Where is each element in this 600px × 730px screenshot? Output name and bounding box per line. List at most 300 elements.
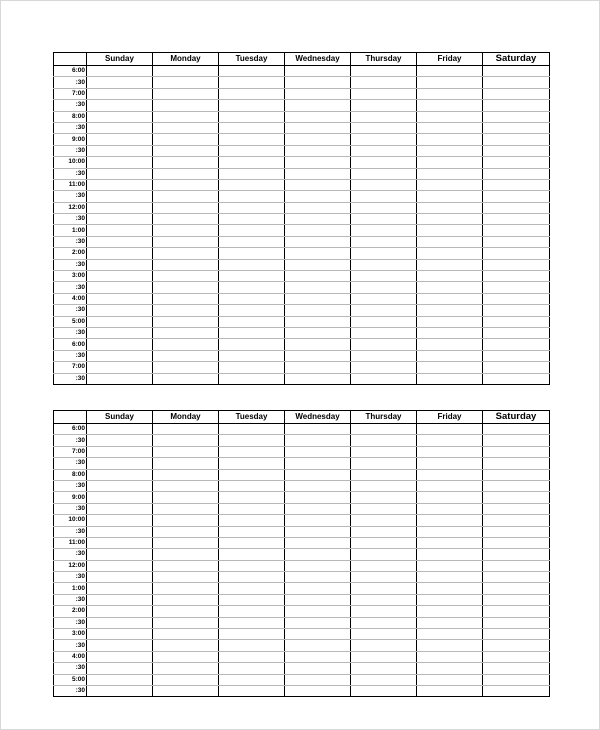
slot-cell-thursday[interactable] [351,606,417,617]
slot-cell-monday[interactable] [153,469,219,480]
slot-cell-wednesday[interactable] [285,77,351,88]
slot-cell-thursday[interactable] [351,191,417,202]
slot-cell-thursday[interactable] [351,248,417,259]
slot-cell-saturday[interactable] [483,435,550,446]
slot-cell-thursday[interactable] [351,674,417,685]
slot-cell-sunday[interactable] [87,214,153,225]
slot-cell-monday[interactable] [153,560,219,571]
slot-cell-thursday[interactable] [351,560,417,571]
slot-cell-monday[interactable] [153,350,219,361]
slot-cell-tuesday[interactable] [219,271,285,282]
slot-cell-sunday[interactable] [87,327,153,338]
slot-cell-wednesday[interactable] [285,537,351,548]
slot-cell-friday[interactable] [417,122,483,133]
slot-cell-friday[interactable] [417,191,483,202]
slot-cell-saturday[interactable] [483,651,550,662]
slot-cell-saturday[interactable] [483,327,550,338]
slot-cell-friday[interactable] [417,111,483,122]
slot-cell-sunday[interactable] [87,549,153,560]
slot-cell-wednesday[interactable] [285,492,351,503]
slot-cell-tuesday[interactable] [219,282,285,293]
slot-cell-wednesday[interactable] [285,373,351,384]
slot-cell-sunday[interactable] [87,362,153,373]
slot-cell-monday[interactable] [153,305,219,316]
slot-cell-sunday[interactable] [87,157,153,168]
slot-cell-sunday[interactable] [87,179,153,190]
slot-cell-wednesday[interactable] [285,293,351,304]
slot-cell-monday[interactable] [153,100,219,111]
slot-cell-monday[interactable] [153,225,219,236]
slot-cell-saturday[interactable] [483,248,550,259]
slot-cell-monday[interactable] [153,122,219,133]
slot-cell-thursday[interactable] [351,350,417,361]
slot-cell-tuesday[interactable] [219,202,285,213]
slot-cell-wednesday[interactable] [285,583,351,594]
slot-cell-saturday[interactable] [483,111,550,122]
slot-cell-sunday[interactable] [87,480,153,491]
slot-cell-wednesday[interactable] [285,168,351,179]
slot-cell-wednesday[interactable] [285,339,351,350]
slot-cell-thursday[interactable] [351,685,417,696]
slot-cell-wednesday[interactable] [285,111,351,122]
slot-cell-friday[interactable] [417,350,483,361]
slot-cell-monday[interactable] [153,362,219,373]
slot-cell-tuesday[interactable] [219,640,285,651]
slot-cell-thursday[interactable] [351,327,417,338]
slot-cell-monday[interactable] [153,111,219,122]
slot-cell-saturday[interactable] [483,350,550,361]
slot-cell-sunday[interactable] [87,640,153,651]
slot-cell-friday[interactable] [417,271,483,282]
slot-cell-wednesday[interactable] [285,248,351,259]
slot-cell-sunday[interactable] [87,685,153,696]
slot-cell-saturday[interactable] [483,560,550,571]
slot-cell-wednesday[interactable] [285,66,351,77]
slot-cell-friday[interactable] [417,651,483,662]
slot-cell-friday[interactable] [417,469,483,480]
slot-cell-sunday[interactable] [87,66,153,77]
slot-cell-sunday[interactable] [87,122,153,133]
slot-cell-sunday[interactable] [87,225,153,236]
slot-cell-monday[interactable] [153,259,219,270]
slot-cell-wednesday[interactable] [285,179,351,190]
slot-cell-thursday[interactable] [351,339,417,350]
slot-cell-saturday[interactable] [483,503,550,514]
slot-cell-saturday[interactable] [483,458,550,469]
slot-cell-monday[interactable] [153,248,219,259]
slot-cell-thursday[interactable] [351,111,417,122]
slot-cell-saturday[interactable] [483,145,550,156]
slot-cell-tuesday[interactable] [219,674,285,685]
slot-cell-thursday[interactable] [351,651,417,662]
slot-cell-tuesday[interactable] [219,469,285,480]
slot-cell-wednesday[interactable] [285,469,351,480]
slot-cell-friday[interactable] [417,685,483,696]
slot-cell-sunday[interactable] [87,111,153,122]
slot-cell-saturday[interactable] [483,122,550,133]
slot-cell-thursday[interactable] [351,469,417,480]
slot-cell-tuesday[interactable] [219,526,285,537]
slot-cell-sunday[interactable] [87,293,153,304]
slot-cell-wednesday[interactable] [285,362,351,373]
slot-cell-tuesday[interactable] [219,191,285,202]
slot-cell-friday[interactable] [417,424,483,435]
slot-cell-wednesday[interactable] [285,549,351,560]
slot-cell-tuesday[interactable] [219,480,285,491]
slot-cell-friday[interactable] [417,492,483,503]
slot-cell-tuesday[interactable] [219,100,285,111]
slot-cell-saturday[interactable] [483,191,550,202]
slot-cell-thursday[interactable] [351,214,417,225]
slot-cell-sunday[interactable] [87,629,153,640]
slot-cell-saturday[interactable] [483,640,550,651]
slot-cell-monday[interactable] [153,515,219,526]
slot-cell-thursday[interactable] [351,100,417,111]
slot-cell-sunday[interactable] [87,674,153,685]
slot-cell-sunday[interactable] [87,492,153,503]
slot-cell-friday[interactable] [417,663,483,674]
slot-cell-monday[interactable] [153,526,219,537]
slot-cell-friday[interactable] [417,458,483,469]
slot-cell-friday[interactable] [417,373,483,384]
slot-cell-tuesday[interactable] [219,179,285,190]
slot-cell-thursday[interactable] [351,583,417,594]
slot-cell-saturday[interactable] [483,88,550,99]
slot-cell-tuesday[interactable] [219,549,285,560]
slot-cell-monday[interactable] [153,674,219,685]
slot-cell-sunday[interactable] [87,191,153,202]
slot-cell-thursday[interactable] [351,236,417,247]
slot-cell-monday[interactable] [153,458,219,469]
slot-cell-wednesday[interactable] [285,350,351,361]
slot-cell-saturday[interactable] [483,373,550,384]
slot-cell-thursday[interactable] [351,179,417,190]
slot-cell-wednesday[interactable] [285,572,351,583]
slot-cell-sunday[interactable] [87,424,153,435]
slot-cell-sunday[interactable] [87,88,153,99]
slot-cell-friday[interactable] [417,77,483,88]
slot-cell-saturday[interactable] [483,549,550,560]
slot-cell-friday[interactable] [417,594,483,605]
slot-cell-friday[interactable] [417,259,483,270]
slot-cell-friday[interactable] [417,480,483,491]
slot-cell-saturday[interactable] [483,617,550,628]
slot-cell-wednesday[interactable] [285,305,351,316]
slot-cell-wednesday[interactable] [285,480,351,491]
slot-cell-thursday[interactable] [351,134,417,145]
slot-cell-tuesday[interactable] [219,248,285,259]
slot-cell-wednesday[interactable] [285,191,351,202]
slot-cell-monday[interactable] [153,651,219,662]
slot-cell-wednesday[interactable] [285,515,351,526]
slot-cell-sunday[interactable] [87,663,153,674]
slot-cell-sunday[interactable] [87,503,153,514]
slot-cell-sunday[interactable] [87,316,153,327]
slot-cell-tuesday[interactable] [219,327,285,338]
slot-cell-monday[interactable] [153,572,219,583]
slot-cell-thursday[interactable] [351,157,417,168]
slot-cell-wednesday[interactable] [285,446,351,457]
slot-cell-sunday[interactable] [87,168,153,179]
slot-cell-wednesday[interactable] [285,651,351,662]
slot-cell-tuesday[interactable] [219,157,285,168]
slot-cell-wednesday[interactable] [285,316,351,327]
slot-cell-sunday[interactable] [87,134,153,145]
slot-cell-friday[interactable] [417,526,483,537]
slot-cell-friday[interactable] [417,305,483,316]
slot-cell-tuesday[interactable] [219,424,285,435]
slot-cell-friday[interactable] [417,66,483,77]
slot-cell-tuesday[interactable] [219,560,285,571]
slot-cell-tuesday[interactable] [219,362,285,373]
slot-cell-tuesday[interactable] [219,77,285,88]
slot-cell-friday[interactable] [417,629,483,640]
slot-cell-wednesday[interactable] [285,100,351,111]
slot-cell-tuesday[interactable] [219,594,285,605]
slot-cell-thursday[interactable] [351,594,417,605]
slot-cell-sunday[interactable] [87,606,153,617]
slot-cell-tuesday[interactable] [219,446,285,457]
slot-cell-friday[interactable] [417,225,483,236]
slot-cell-wednesday[interactable] [285,526,351,537]
slot-cell-tuesday[interactable] [219,134,285,145]
slot-cell-sunday[interactable] [87,282,153,293]
slot-cell-wednesday[interactable] [285,560,351,571]
slot-cell-friday[interactable] [417,168,483,179]
slot-cell-tuesday[interactable] [219,492,285,503]
slot-cell-wednesday[interactable] [285,617,351,628]
slot-cell-tuesday[interactable] [219,305,285,316]
slot-cell-wednesday[interactable] [285,594,351,605]
slot-cell-wednesday[interactable] [285,640,351,651]
slot-cell-thursday[interactable] [351,424,417,435]
slot-cell-thursday[interactable] [351,316,417,327]
slot-cell-tuesday[interactable] [219,583,285,594]
slot-cell-monday[interactable] [153,66,219,77]
slot-cell-monday[interactable] [153,663,219,674]
slot-cell-tuesday[interactable] [219,236,285,247]
slot-cell-monday[interactable] [153,446,219,457]
slot-cell-sunday[interactable] [87,617,153,628]
slot-cell-friday[interactable] [417,560,483,571]
slot-cell-wednesday[interactable] [285,282,351,293]
slot-cell-saturday[interactable] [483,259,550,270]
slot-cell-thursday[interactable] [351,282,417,293]
slot-cell-saturday[interactable] [483,674,550,685]
slot-cell-saturday[interactable] [483,606,550,617]
slot-cell-sunday[interactable] [87,515,153,526]
slot-cell-tuesday[interactable] [219,214,285,225]
slot-cell-monday[interactable] [153,316,219,327]
slot-cell-wednesday[interactable] [285,214,351,225]
slot-cell-monday[interactable] [153,606,219,617]
slot-cell-friday[interactable] [417,157,483,168]
slot-cell-monday[interactable] [153,583,219,594]
slot-cell-friday[interactable] [417,435,483,446]
slot-cell-wednesday[interactable] [285,134,351,145]
slot-cell-tuesday[interactable] [219,259,285,270]
slot-cell-wednesday[interactable] [285,685,351,696]
slot-cell-tuesday[interactable] [219,537,285,548]
slot-cell-friday[interactable] [417,282,483,293]
slot-cell-monday[interactable] [153,373,219,384]
slot-cell-thursday[interactable] [351,271,417,282]
slot-cell-thursday[interactable] [351,617,417,628]
slot-cell-thursday[interactable] [351,435,417,446]
slot-cell-friday[interactable] [417,293,483,304]
slot-cell-thursday[interactable] [351,305,417,316]
slot-cell-thursday[interactable] [351,503,417,514]
slot-cell-friday[interactable] [417,327,483,338]
slot-cell-sunday[interactable] [87,651,153,662]
slot-cell-sunday[interactable] [87,458,153,469]
slot-cell-tuesday[interactable] [219,88,285,99]
slot-cell-tuesday[interactable] [219,458,285,469]
slot-cell-friday[interactable] [417,503,483,514]
slot-cell-thursday[interactable] [351,202,417,213]
slot-cell-wednesday[interactable] [285,88,351,99]
slot-cell-sunday[interactable] [87,350,153,361]
slot-cell-saturday[interactable] [483,663,550,674]
slot-cell-wednesday[interactable] [285,157,351,168]
slot-cell-wednesday[interactable] [285,145,351,156]
slot-cell-saturday[interactable] [483,572,550,583]
slot-cell-tuesday[interactable] [219,515,285,526]
slot-cell-monday[interactable] [153,282,219,293]
slot-cell-monday[interactable] [153,594,219,605]
slot-cell-friday[interactable] [417,134,483,145]
slot-cell-friday[interactable] [417,572,483,583]
slot-cell-monday[interactable] [153,191,219,202]
slot-cell-sunday[interactable] [87,202,153,213]
slot-cell-sunday[interactable] [87,594,153,605]
slot-cell-thursday[interactable] [351,122,417,133]
slot-cell-tuesday[interactable] [219,373,285,384]
slot-cell-sunday[interactable] [87,526,153,537]
slot-cell-friday[interactable] [417,202,483,213]
slot-cell-tuesday[interactable] [219,145,285,156]
slot-cell-monday[interactable] [153,179,219,190]
slot-cell-thursday[interactable] [351,225,417,236]
slot-cell-sunday[interactable] [87,259,153,270]
slot-cell-thursday[interactable] [351,373,417,384]
slot-cell-sunday[interactable] [87,100,153,111]
slot-cell-thursday[interactable] [351,492,417,503]
slot-cell-sunday[interactable] [87,305,153,316]
slot-cell-thursday[interactable] [351,362,417,373]
slot-cell-saturday[interactable] [483,293,550,304]
slot-cell-monday[interactable] [153,214,219,225]
slot-cell-saturday[interactable] [483,492,550,503]
slot-cell-monday[interactable] [153,134,219,145]
slot-cell-friday[interactable] [417,145,483,156]
slot-cell-sunday[interactable] [87,77,153,88]
slot-cell-tuesday[interactable] [219,66,285,77]
slot-cell-saturday[interactable] [483,480,550,491]
slot-cell-sunday[interactable] [87,236,153,247]
slot-cell-wednesday[interactable] [285,122,351,133]
slot-cell-friday[interactable] [417,362,483,373]
slot-cell-friday[interactable] [417,339,483,350]
slot-cell-saturday[interactable] [483,685,550,696]
slot-cell-friday[interactable] [417,617,483,628]
slot-cell-monday[interactable] [153,685,219,696]
slot-cell-friday[interactable] [417,446,483,457]
slot-cell-thursday[interactable] [351,293,417,304]
slot-cell-tuesday[interactable] [219,339,285,350]
slot-cell-monday[interactable] [153,480,219,491]
slot-cell-monday[interactable] [153,236,219,247]
slot-cell-friday[interactable] [417,88,483,99]
slot-cell-sunday[interactable] [87,339,153,350]
slot-cell-friday[interactable] [417,606,483,617]
slot-cell-saturday[interactable] [483,316,550,327]
slot-cell-saturday[interactable] [483,362,550,373]
slot-cell-thursday[interactable] [351,77,417,88]
slot-cell-wednesday[interactable] [285,629,351,640]
slot-cell-thursday[interactable] [351,537,417,548]
slot-cell-tuesday[interactable] [219,435,285,446]
slot-cell-friday[interactable] [417,583,483,594]
slot-cell-tuesday[interactable] [219,629,285,640]
slot-cell-monday[interactable] [153,88,219,99]
slot-cell-monday[interactable] [153,145,219,156]
slot-cell-saturday[interactable] [483,179,550,190]
slot-cell-friday[interactable] [417,248,483,259]
slot-cell-wednesday[interactable] [285,458,351,469]
slot-cell-saturday[interactable] [483,629,550,640]
slot-cell-saturday[interactable] [483,100,550,111]
slot-cell-thursday[interactable] [351,168,417,179]
slot-cell-saturday[interactable] [483,526,550,537]
slot-cell-sunday[interactable] [87,572,153,583]
slot-cell-wednesday[interactable] [285,202,351,213]
slot-cell-saturday[interactable] [483,446,550,457]
slot-cell-monday[interactable] [153,549,219,560]
slot-cell-monday[interactable] [153,77,219,88]
slot-cell-wednesday[interactable] [285,424,351,435]
slot-cell-wednesday[interactable] [285,271,351,282]
slot-cell-thursday[interactable] [351,549,417,560]
slot-cell-monday[interactable] [153,537,219,548]
slot-cell-sunday[interactable] [87,469,153,480]
slot-cell-friday[interactable] [417,214,483,225]
slot-cell-thursday[interactable] [351,446,417,457]
slot-cell-thursday[interactable] [351,480,417,491]
slot-cell-tuesday[interactable] [219,663,285,674]
slot-cell-saturday[interactable] [483,236,550,247]
slot-cell-friday[interactable] [417,537,483,548]
slot-cell-saturday[interactable] [483,469,550,480]
slot-cell-tuesday[interactable] [219,111,285,122]
slot-cell-thursday[interactable] [351,515,417,526]
slot-cell-sunday[interactable] [87,583,153,594]
slot-cell-friday[interactable] [417,674,483,685]
slot-cell-wednesday[interactable] [285,225,351,236]
slot-cell-sunday[interactable] [87,560,153,571]
slot-cell-tuesday[interactable] [219,503,285,514]
slot-cell-sunday[interactable] [87,537,153,548]
slot-cell-sunday[interactable] [87,446,153,457]
slot-cell-wednesday[interactable] [285,674,351,685]
slot-cell-saturday[interactable] [483,202,550,213]
slot-cell-monday[interactable] [153,271,219,282]
slot-cell-monday[interactable] [153,503,219,514]
slot-cell-friday[interactable] [417,236,483,247]
slot-cell-saturday[interactable] [483,225,550,236]
slot-cell-tuesday[interactable] [219,168,285,179]
slot-cell-friday[interactable] [417,549,483,560]
